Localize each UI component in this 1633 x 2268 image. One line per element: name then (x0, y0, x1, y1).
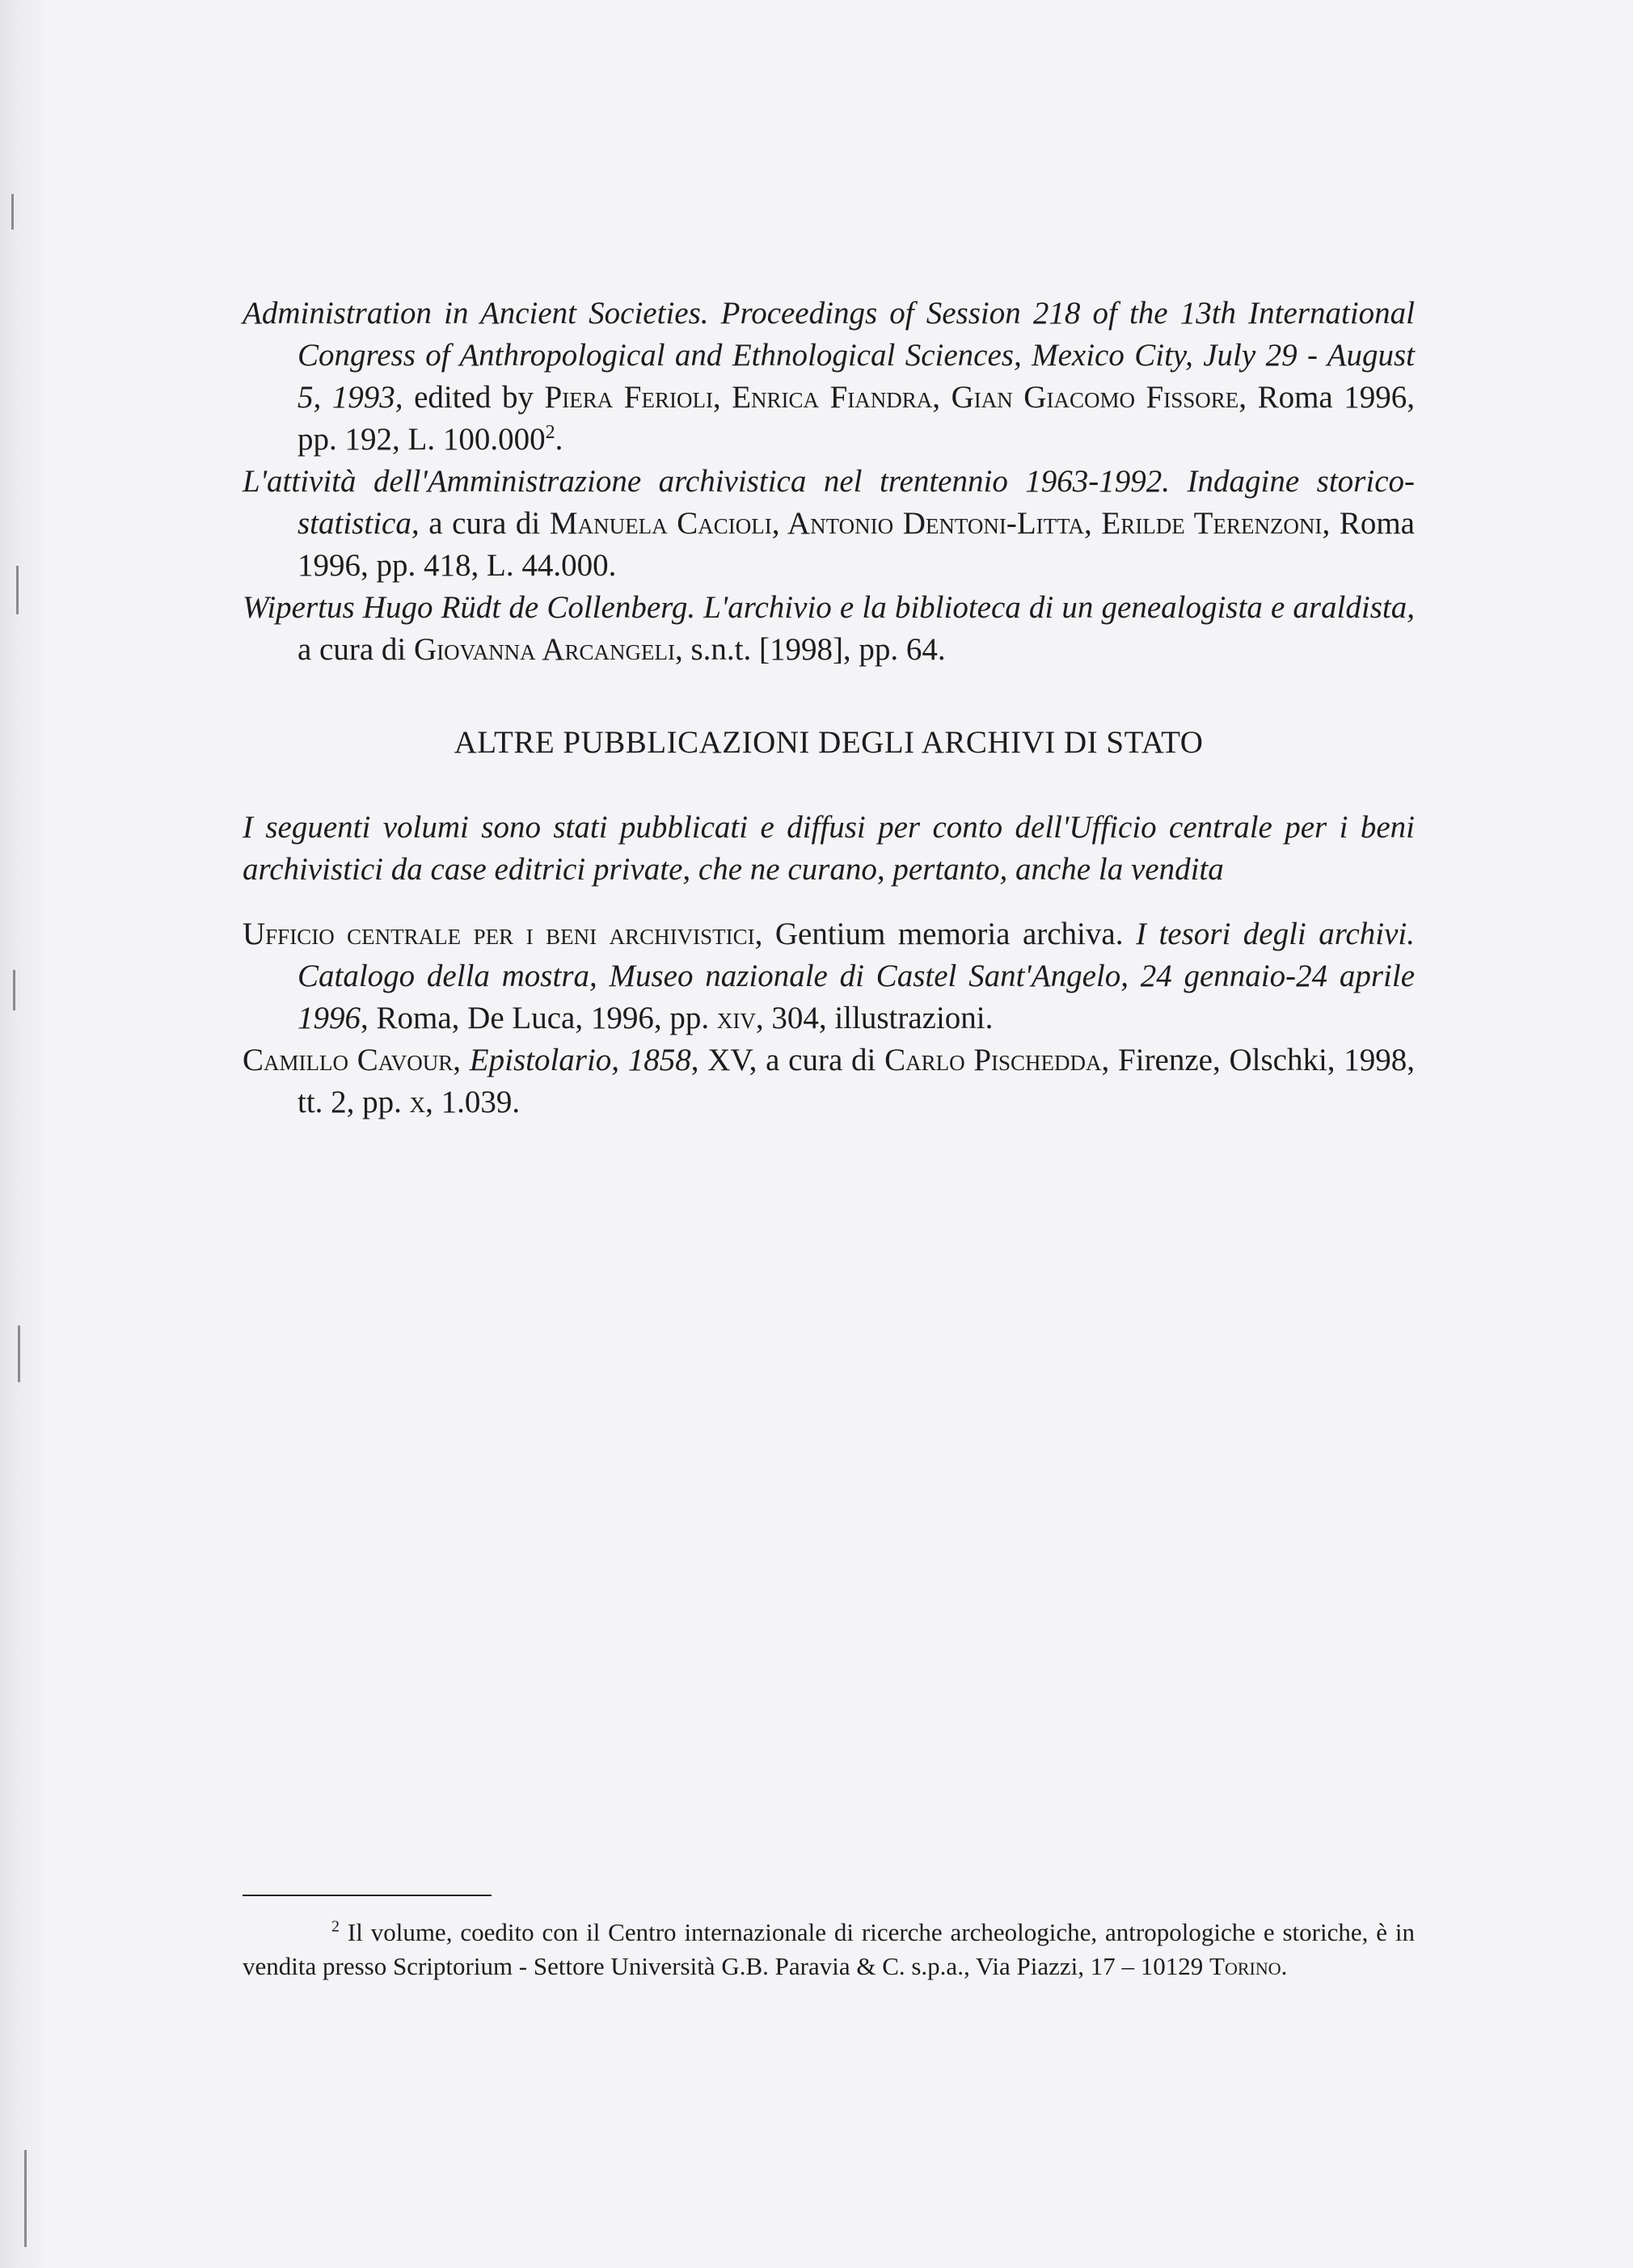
bibliography-entry: Ufficio centrale per i beni archivistici, Gentium memoria archiva. I tesori degli archivi. Catalogo della mostra, Museo nazionale di Castel Sant'Angelo, 24 gennaio-24 aprile 1996, Roma, De Luca, 1996, pp. xiv, 304, illustrazioni. (243, 917, 1416, 1035)
entry-title: I tesori degli archivi. Catalogo della mostra, Museo nazionale di Castel Sant'Angelo, 24 gennaio-24 aprile 1996 (297, 917, 1416, 1035)
entry-details: Roma 1996, pp. 192, L. 100.000 (297, 380, 1416, 457)
entry-title: Wipertus Hugo Rüdt de Collenberg. L'archivio e la biblioteca di un genealogista e araldista, (243, 590, 1415, 625)
entry-title: Epistolario, 1858 (469, 1043, 691, 1077)
footnote-separator (243, 1895, 492, 1896)
entry-details: Firenze, Olschki, 1998, tt. 2, pp. (297, 1043, 1416, 1119)
footnote-text: Il volume, coedito con il Centro internazionale di ricerche archeologiche, antropologiche e storiche, è in vendita presso Scriptorium - Settore Università G.B. Paravia & C. s.p.a., Via Piazzi, 17 – 10129 (243, 1918, 1415, 1980)
entry-plain-title: Gentium memoria archiva. (774, 917, 1124, 951)
entry-details: Roma 1996, pp. 418, L. 44.000. (297, 506, 1415, 583)
binding-mark (24, 2150, 27, 2247)
entry-editors: Manuela Cacioli, Antonio Dentoni-Litta, Erilde Terenzoni (549, 506, 1323, 541)
binding-mark (11, 194, 14, 230)
entry-details: Roma, De Luca, 1996, pp. (376, 1001, 710, 1035)
entry-editors: Carlo Pischedda (884, 1043, 1102, 1077)
binding-mark (18, 1326, 20, 1382)
entry-credit-label: a cura di (297, 632, 407, 667)
bibliography-entry: Administration in Ancient Societies. Proceedings of Session 218 of the 13th International Congress of Anthropological and Ethnological Sciences, Mexico City, July 29 - August 5, 1993, edited by Piera Ferioli, Enrica Fiandra, Gian Giacomo Fissore, Roma 1996, pp. 192, L. 100.000$^2$. (243, 296, 1416, 457)
entry-author: Camillo Cavour (243, 1043, 454, 1077)
bibliography-entry: L'attività dell'Amministrazione archivistica nel trentennio 1963-1992. Indagine storico-statistica, a cura di Manuela Cacioli, Antonio Dentoni-Litta, Erilde Terenzoni, Roma 1996, pp. 418, L. 44.000. (243, 464, 1415, 583)
entry-title: Administration in Ancient Societies. Proceedings of Session 218 of the 13th International Congress of Anthropological and Ethnological Sciences, Mexico City, July 29 - August 5, 1993, (243, 296, 1415, 415)
bibliography-entry: Wipertus Hugo Rüdt de Collenberg. L'archivio e la biblioteca di un genealogista e araldista, a cura di Giovanna Arcangeli, s.n.t. [1998], pp. 64. (243, 590, 1415, 667)
footnote-city: Torino. (1209, 1952, 1288, 1980)
binding-mark (13, 970, 15, 1010)
entry-details: s.n.t. [1998], pp. 64. (690, 632, 946, 667)
entry-roman-pages: x (409, 1085, 426, 1119)
footnote (243, 1916, 1415, 1983)
section-heading: ALTRE PUBBLICAZIONI DEGLI ARCHIVI DI STATO (454, 725, 1204, 760)
entry-credit-label: a cura di (428, 506, 541, 541)
entry-roman-pages: xiv (716, 1001, 756, 1035)
page-binding-edge (0, 0, 49, 2268)
bibliography-entry: Camillo Cavour, Epistolario, 1858, XV, a cura di Carlo Pischedda, Firenze, Olschki, 1998, tt. 2, pp. x, 1.039. (243, 1043, 1416, 1119)
entry-title: L'attività dell'Amministrazione archivistica nel trentennio 1963-1992. Indagine storico-statistica, (243, 464, 1415, 541)
section-intro: I seguenti volumi sono stati pubblicati e diffusi per conto dell'Ufficio centrale per i beni archivistici da case editrici private, che ne curano, pertanto, anche la vendita (243, 810, 1415, 887)
entry-credit-label: a cura di (766, 1043, 876, 1077)
entry-author: Ufficio centrale per i beni archivistici (243, 917, 755, 951)
footnote-number: 2 (331, 1917, 340, 1936)
bibliography-list-bottom (243, 913, 1415, 1123)
binding-mark (16, 566, 19, 614)
entry-details: 304, illustrazioni. (771, 1001, 994, 1035)
entry-editors: Giovanna Arcangeli (414, 632, 675, 667)
entry-editors: Piera Ferioli, Enrica Fiandra, Gian Giacomo Fissore (544, 380, 1239, 415)
footnote-reference: 2 (545, 422, 555, 443)
bibliography-list-top (243, 293, 1415, 671)
entry-volume: XV, (707, 1043, 757, 1077)
entry-credit-label: edited by (414, 380, 534, 415)
entry-details: 1.039. (441, 1085, 521, 1119)
